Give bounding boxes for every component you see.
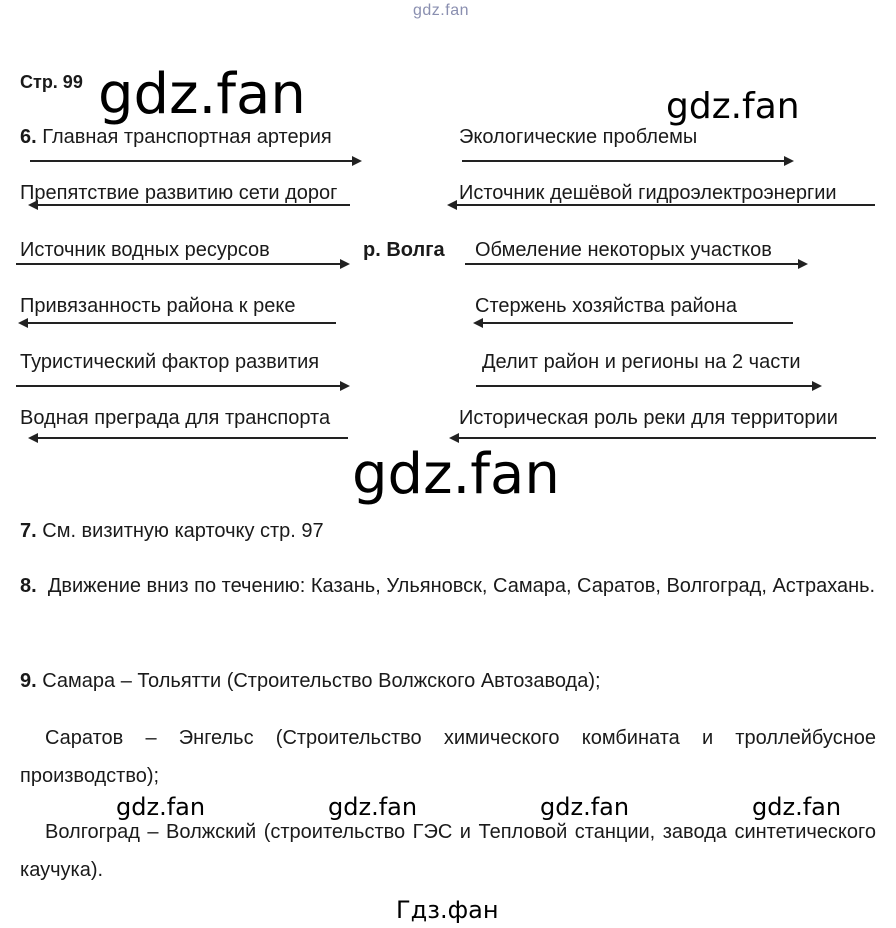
watermark: gdz.fan <box>116 793 206 821</box>
q6-left-label: Главная транспортная артерия <box>42 126 332 148</box>
q6-left-item <box>20 125 332 149</box>
q6-left-label: Источник водных ресурсов <box>20 239 270 261</box>
arrow-left <box>18 317 336 329</box>
arrow-left <box>447 199 875 211</box>
arrow-left <box>473 317 793 329</box>
q6-right-label: Стержень хозяйства района <box>475 295 737 317</box>
question-number: 9. <box>20 670 37 692</box>
q6-left-label: Водная преграда для транспорта <box>20 407 331 429</box>
q6-right-label: Историческая роль реки для территории <box>459 407 838 429</box>
q6-right-label: Делит район и регионы на 2 части <box>482 351 801 373</box>
q6-right-label: Экологические проблемы <box>459 126 698 148</box>
arrow-right <box>476 380 822 392</box>
arrow-left <box>28 432 348 444</box>
arrow-left <box>28 199 350 211</box>
watermark-footer: Гдз.фан <box>396 896 499 924</box>
arrow-right <box>16 258 350 270</box>
watermark: gdz.fan <box>98 62 306 127</box>
q9-line1: Самара – Тольятти (Строительство Волжского Автозавода); <box>42 670 601 692</box>
question-number: 7. <box>20 520 37 542</box>
q8-text: Движение вниз по течению: Казань, Ульяновск, Самара, Саратов, Волгоград, Астрахань. <box>47 575 876 597</box>
q9-line3: Волгоград – Волжский (строительство ГЭС и Тепловой станции, завода синтетического каучука). <box>20 821 876 881</box>
arrow-left <box>449 432 876 444</box>
watermark: gdz.fan <box>352 442 560 507</box>
arrow-right <box>462 155 794 167</box>
q9-line <box>20 669 601 693</box>
q7-text: См. визитную карточку стр. 97 <box>42 520 324 542</box>
watermark-top: gdz.fan <box>413 2 469 19</box>
q9-line2: Саратов – Энгельс (Строительство химического комбината и троллейбусное производство); <box>20 727 876 787</box>
arrow-right <box>465 258 808 270</box>
q6-left-label: Привязанность района к реке <box>20 295 296 317</box>
q6-right-label: Обмеление некоторых участков <box>475 239 772 261</box>
q6-left-label: Препятствие развитию сети дорог <box>20 182 338 204</box>
arrow-right <box>30 155 362 167</box>
q6-left-label: Туристический фактор развития <box>20 351 320 373</box>
watermark: gdz.fan <box>328 793 418 821</box>
q7-line <box>20 519 324 543</box>
watermark: gdz.fan <box>752 793 842 821</box>
watermark: gdz.fan <box>666 86 800 127</box>
question-number: 8. <box>20 575 37 597</box>
q8-paragraph <box>20 567 876 605</box>
arrow-right <box>16 380 350 392</box>
center-label-volga: р. Волга <box>363 239 445 261</box>
q6-right-label: Источник дешёвой гидроэлектроэнергии <box>459 182 837 204</box>
watermark: gdz.fan <box>540 793 630 821</box>
question-number: 6. <box>20 126 37 148</box>
page-reference: Стр. 99 <box>20 72 83 92</box>
